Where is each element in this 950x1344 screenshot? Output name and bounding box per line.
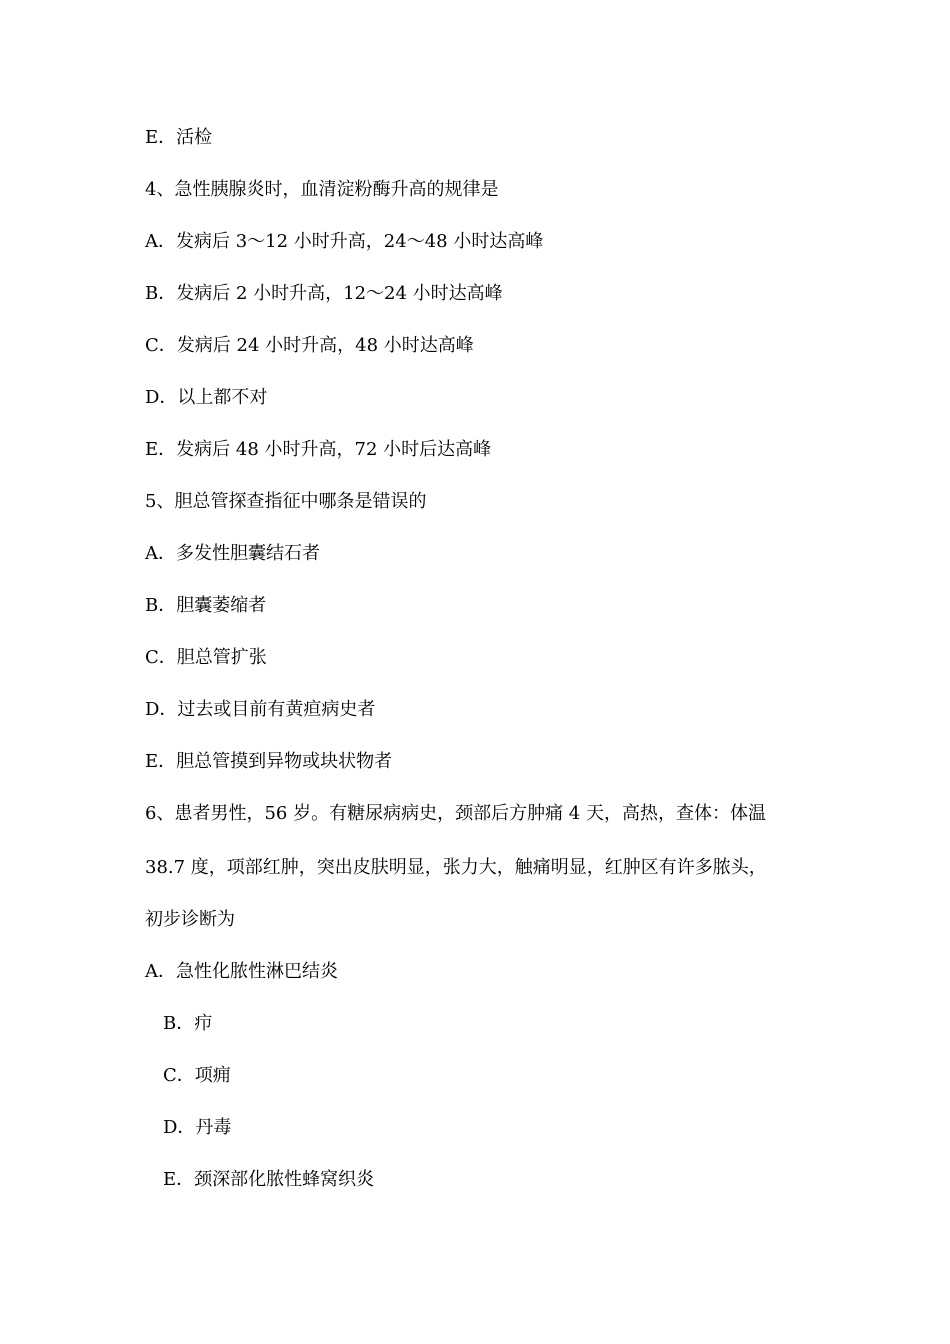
option-text: E．发病后 48 小时升高，72 小时后达高峰 xyxy=(145,439,492,460)
option-text: A．多发性胆囊结石者 xyxy=(145,543,320,564)
option-text: C．发病后 24 小时升高，48 小时达高峰 xyxy=(145,335,474,356)
option-text: A．发病后 3～12 小时升高，24～48 小时达高峰 xyxy=(145,231,544,252)
question-text: 6、患者男性，56 岁。有糖尿病病史，颈部后方肿痛 4 天，高热，查体：体温 xyxy=(145,803,766,824)
option-text: E．胆总管摸到异物或块状物者 xyxy=(145,751,393,772)
option-text: E．活检 xyxy=(145,127,213,148)
option-text: A．急性化脓性淋巴结炎 xyxy=(145,961,338,982)
option-text: E．颈深部化脓性蜂窝织炎 xyxy=(163,1169,375,1190)
option-text: D．过去或目前有黄疸病史者 xyxy=(145,699,376,720)
option-text: D．以上都不对 xyxy=(145,387,268,408)
question-text: 初步诊断为 xyxy=(145,909,235,930)
option-text: B．疖 xyxy=(163,1013,213,1034)
option-text: C．项痈 xyxy=(163,1065,231,1086)
option-text: B．胆囊萎缩者 xyxy=(145,595,267,616)
question-text: 38.7 度，项部红肿，突出皮肤明显，张力大，触痛明显，红肿区有许多脓头， xyxy=(145,857,767,878)
question-text: 4、急性胰腺炎时，血清淀粉酶升高的规律是 xyxy=(145,179,499,200)
option-text: D．丹毒 xyxy=(163,1117,232,1138)
option-text: B．发病后 2 小时升高，12～24 小时达高峰 xyxy=(145,283,503,304)
question-text: 5、胆总管探查指征中哪条是错误的 xyxy=(145,491,427,512)
option-text: C．胆总管扩张 xyxy=(145,647,267,668)
